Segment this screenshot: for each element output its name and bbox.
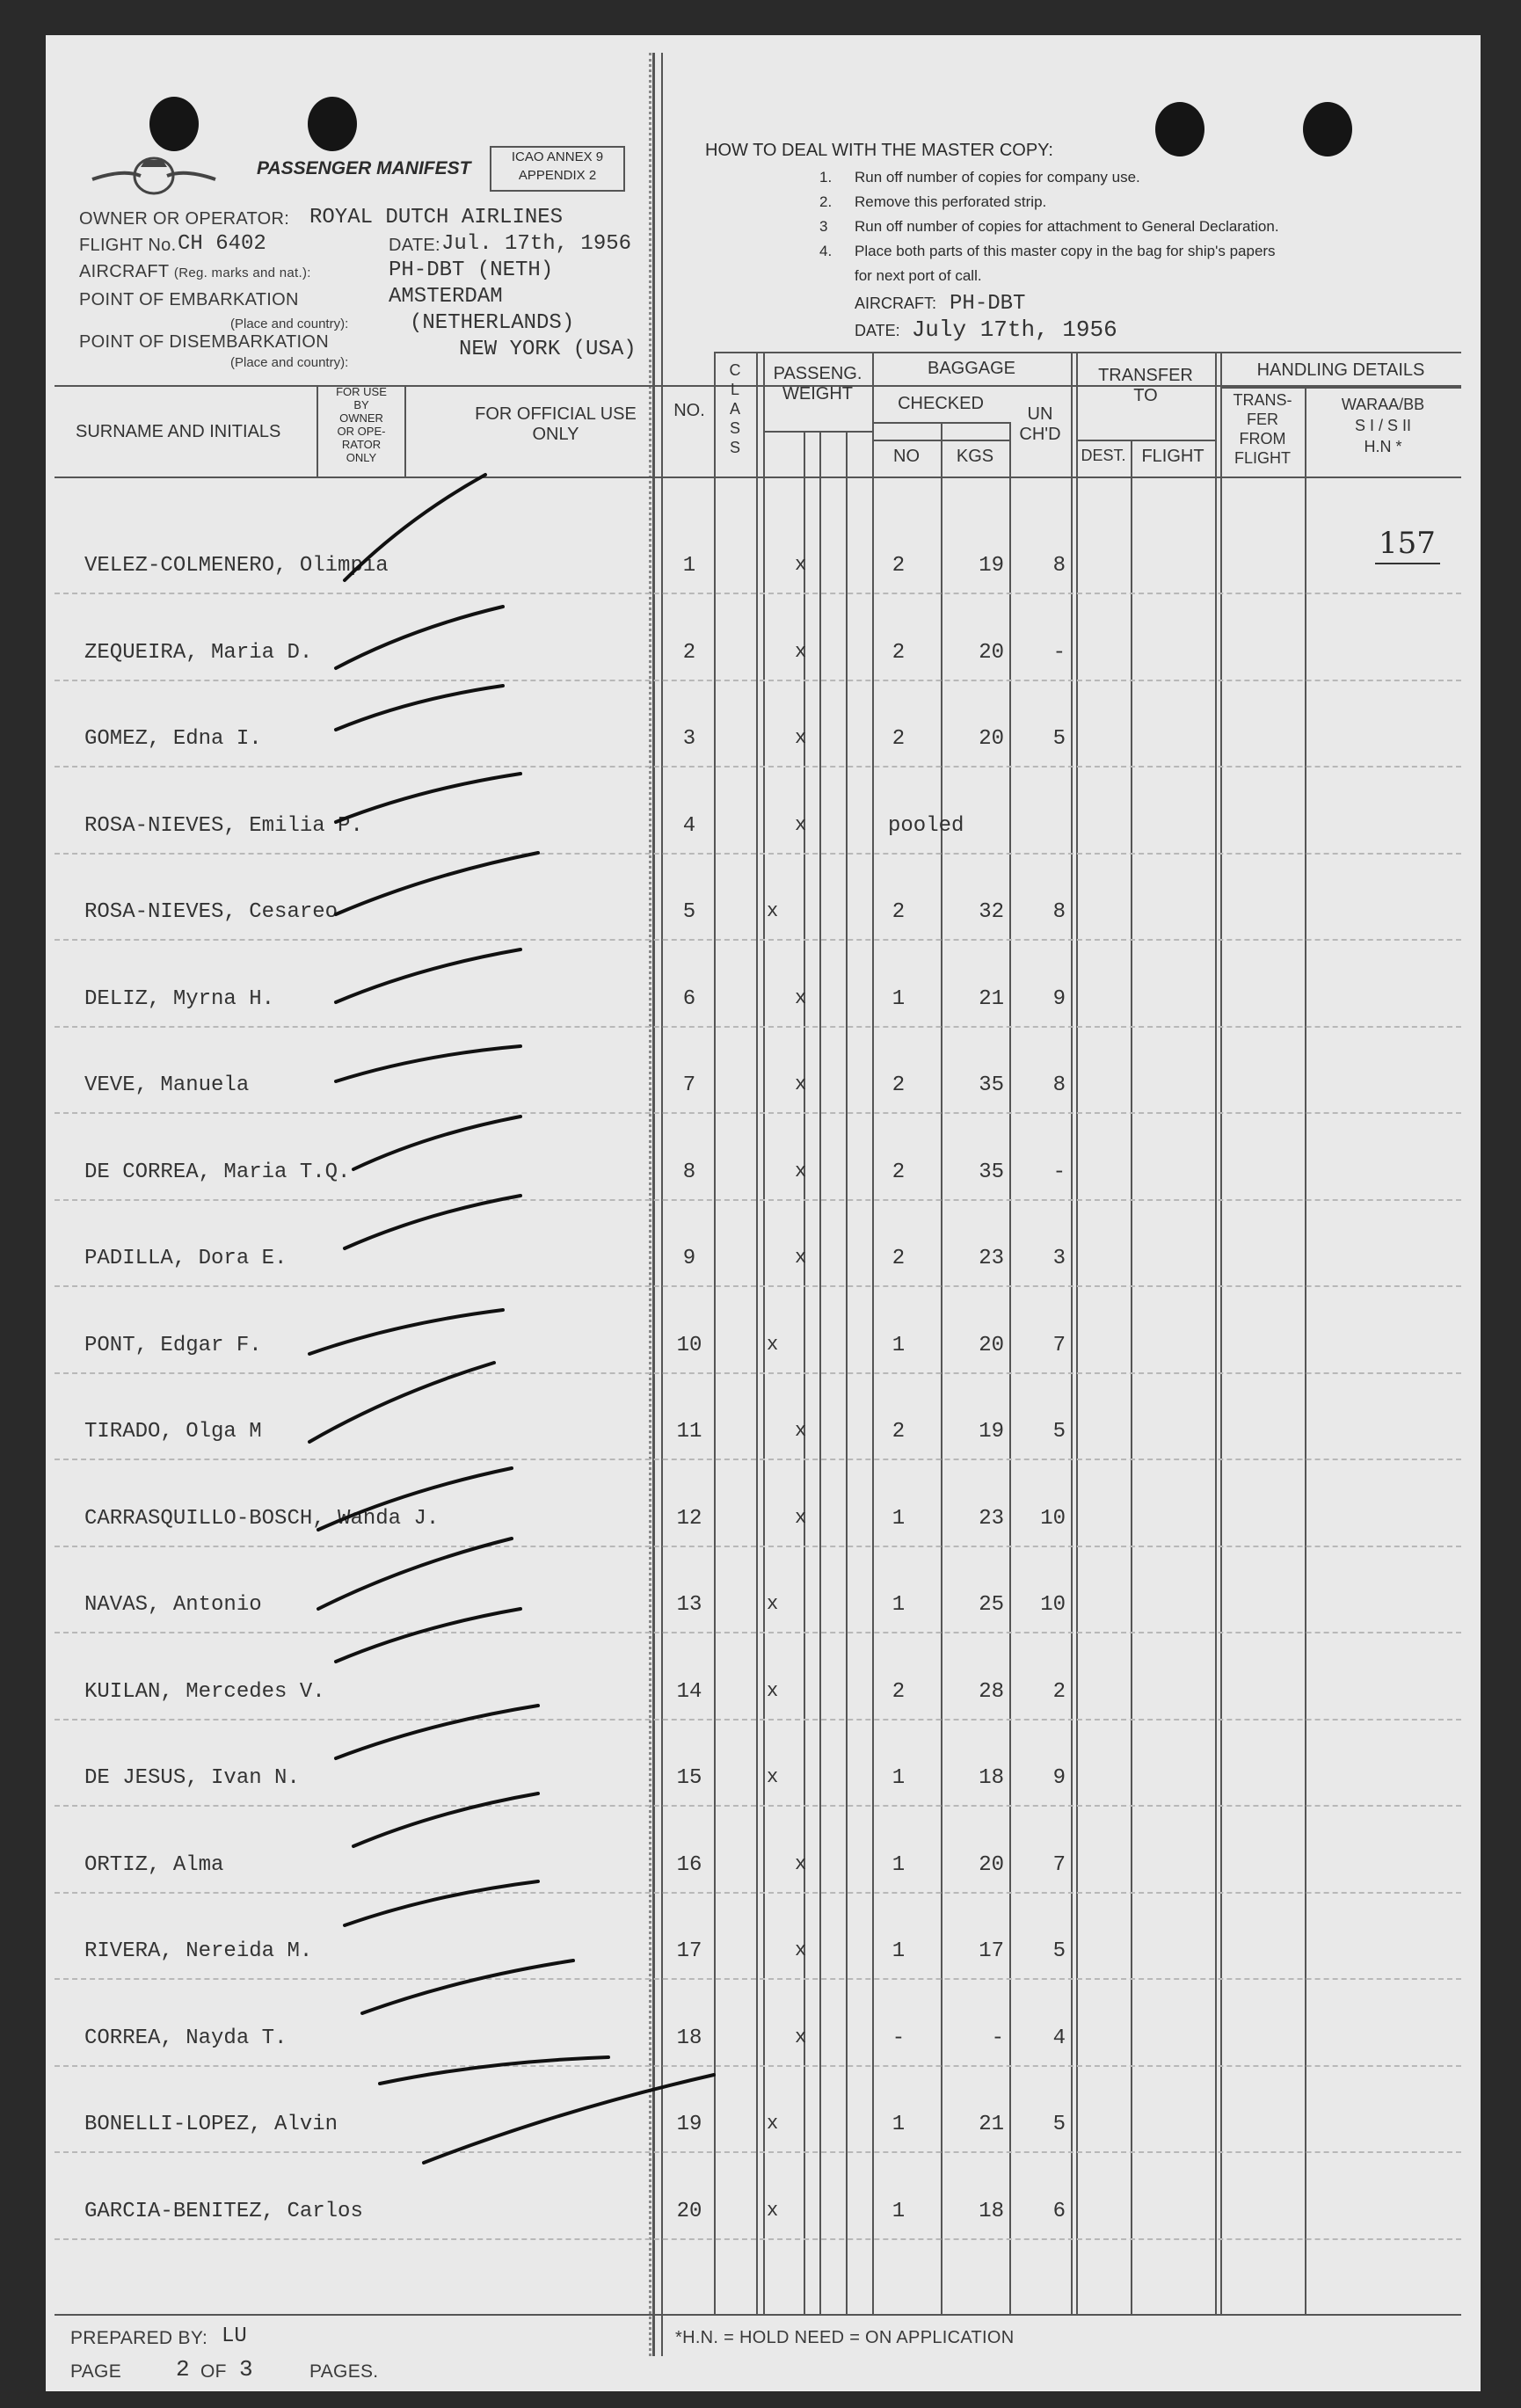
pen-check-mark (336, 853, 538, 914)
passenger-number: 19 (676, 2113, 702, 2136)
pen-check-mark (345, 1196, 520, 1248)
baggage-kgs: 25 (979, 1593, 1004, 1617)
col-class-header: C L A S S (729, 361, 741, 456)
baggage-count: - (891, 2026, 906, 2050)
baggage-unchecked: 3 (1052, 1247, 1066, 1270)
instruction-item: 4. Place both parts of this master copy in the bag for ship's papers (819, 243, 1276, 259)
instructions-title: HOW TO DEAL WITH THE MASTER COPY: (705, 141, 1053, 160)
instruction-item: 2. Remove this perforated strip. (819, 193, 1047, 210)
passenger-name: CORREA, Nayda T. (84, 2026, 287, 2050)
col-surname-header: SURNAME AND INITIALS (76, 422, 281, 441)
baggage-count: 1 (891, 1593, 906, 1617)
date-value: Jul. 17th, 1956 (441, 232, 632, 256)
baggage-kgs: 23 (979, 1247, 1004, 1270)
passenger-class-mark: x (767, 1593, 779, 1615)
passenger-class-mark: x (795, 640, 807, 663)
col-kgs-header: KGS (956, 447, 994, 466)
passenger-number: 13 (676, 1593, 702, 1617)
instructions-aircraft-value: PH-DBT (950, 292, 1026, 316)
passenger-number: 14 (676, 1679, 702, 1704)
passenger-name: RIVERA, Nereida M. (84, 1939, 313, 1963)
passenger-number: 6 (682, 986, 696, 1011)
passenger-class-mark: x (767, 1679, 779, 1702)
baggage-kgs: - (991, 2026, 1004, 2050)
flight-label: FLIGHT No. (79, 236, 177, 255)
passenger-class-mark: x (767, 900, 779, 922)
passenger-class-mark: x (767, 2113, 779, 2135)
passenger-class-mark: x (767, 1333, 779, 1356)
pen-check-mark (345, 475, 485, 580)
passenger-class-mark: x (795, 1160, 807, 1182)
col-bag-no-header: NO (893, 447, 920, 466)
baggage-count: 1 (891, 986, 906, 1011)
footnote: *H.N. = HOLD NEED = ON APPLICATION (675, 2328, 1015, 2347)
col-handling-header: HANDLING DETAILS (1256, 360, 1425, 380)
passenger-name: PADILLA, Dora E. (84, 1247, 287, 1270)
passenger-number: 7 (682, 1073, 696, 1097)
pen-check-mark (353, 1117, 520, 1169)
passenger-class-mark: x (795, 1247, 807, 1269)
baggage-count: 2 (891, 1679, 906, 1704)
pen-check-mark (336, 1706, 538, 1758)
col-checked-header: CHECKED (898, 394, 984, 413)
date-label: DATE: (389, 236, 440, 255)
passenger-class-mark: x (795, 986, 807, 1009)
baggage-unchecked: 9 (1052, 1766, 1066, 1790)
instructions-date-label: DATE: (855, 322, 900, 339)
col-owner-use-header: FOR USE BY OWNER OR OPE- RATOR ONLY (336, 385, 387, 464)
place-country-label: (Place and country): (230, 316, 349, 331)
passenger-name: TIRADO, Olga M (84, 1420, 262, 1444)
pen-check-mark (318, 1468, 512, 1530)
col-transfer-header: TRANSFER TO (1098, 366, 1193, 405)
baggage-kgs: 20 (979, 1333, 1004, 1357)
baggage-count: 2 (891, 1247, 906, 1270)
passenger-number: 1 (682, 554, 696, 578)
baggage-unchecked: 4 (1052, 2026, 1066, 2050)
prepared-by-label: PREPARED BY: (70, 2328, 208, 2348)
baggage-unchecked: - (1052, 1160, 1066, 1184)
aircraft-label-text: AIRCRAFT (79, 262, 170, 281)
instructions-aircraft-label: AIRCRAFT: (855, 295, 937, 312)
pen-check-mark (336, 774, 520, 822)
col-waraa-header: WARAA/BB S I / S II H.N * (1341, 396, 1425, 455)
passenger-name: KUILAN, Mercedes V. (84, 1679, 325, 1704)
baggage-count: 2 (891, 1160, 906, 1184)
baggage-unchecked: 10 (1040, 1506, 1066, 1531)
pen-check-mark (309, 1363, 494, 1442)
passenger-number: 20 (676, 2199, 702, 2223)
baggage-count: 2 (891, 640, 906, 665)
baggage-unchecked: 7 (1052, 1333, 1066, 1357)
passenger-class-mark: x (795, 1852, 807, 1875)
baggage-unchecked: 6 (1052, 2199, 1066, 2223)
passenger-name: GARCIA-BENITEZ, Carlos (84, 2199, 363, 2223)
baggage-count: 1 (891, 1333, 906, 1357)
baggage-unchecked: 5 (1052, 727, 1066, 751)
baggage-unchecked: 2 (1052, 1679, 1066, 1704)
baggage-count: 1 (891, 1506, 906, 1531)
passenger-class-mark: x (795, 1939, 807, 1961)
baggage-unchecked: - (1052, 640, 1066, 665)
baggage-kgs: 21 (979, 2113, 1004, 2136)
baggage-kgs: 18 (979, 2199, 1004, 2223)
embarkation-value: AMSTERDAM (389, 285, 503, 309)
passenger-name: VELEZ-COLMENERO, Olimpia (84, 554, 389, 578)
baggage-count: 2 (891, 900, 906, 924)
passenger-name: ROSA-NIEVES, Cesareo (84, 900, 338, 924)
passenger-name: ROSA-NIEVES, Emilia P. (84, 813, 363, 838)
page-value: 2 (176, 2356, 190, 2383)
manifest-title: PASSENGER MANIFEST (257, 158, 471, 178)
flight-value: CH 6402 (178, 232, 266, 256)
col-baggage-header: BAGGAGE (927, 359, 1016, 378)
passenger-number: 11 (676, 1420, 702, 1444)
passenger-number: 15 (676, 1766, 702, 1790)
baggage-unchecked: 5 (1052, 1939, 1066, 1963)
baggage-unchecked: 8 (1052, 1073, 1066, 1097)
instruction-item: 3 Run off number of copies for attachment to General Declaration. (819, 218, 1279, 235)
baggage-kgs: 35 (979, 1073, 1004, 1097)
baggage-unchecked: 5 (1052, 2113, 1066, 2136)
embarkation-country: (NETHERLANDS) (410, 311, 575, 335)
aircraft-value: PH-DBT (NETH) (389, 258, 554, 282)
passenger-class-mark: x (795, 2026, 807, 2048)
passenger-number: 12 (676, 1506, 702, 1531)
owner-label: OWNER OR OPERATOR: (79, 209, 290, 229)
pen-check-mark (424, 2075, 714, 2163)
passenger-number: 16 (676, 1852, 702, 1877)
instructions-date-value: July 17th, 1956 (911, 316, 1117, 343)
baggage-kgs: 20 (979, 640, 1004, 665)
aircraft-sub-label: (Reg. marks and nat.): (173, 266, 311, 280)
passenger-name: ORTIZ, Alma (84, 1852, 224, 1877)
passenger-number: 17 (676, 1939, 702, 1963)
baggage-unchecked: 8 (1052, 900, 1066, 924)
baggage-count: 2 (891, 1073, 906, 1097)
pen-check-mark (309, 1310, 503, 1354)
pen-check-mark (380, 2057, 608, 2084)
baggage-count: 1 (891, 1766, 906, 1790)
baggage-kgs: 19 (979, 554, 1004, 578)
passenger-class-mark: x (795, 813, 807, 836)
passenger-name: NAVAS, Antonio (84, 1593, 262, 1617)
passenger-name: DE CORREA, Maria T.Q. (84, 1160, 351, 1184)
baggage-pooled: pooled (888, 813, 964, 838)
passenger-number: 5 (682, 900, 696, 924)
baggage-count: 1 (891, 1939, 906, 1963)
baggage-count: 2 (891, 554, 906, 578)
baggage-kgs: 23 (979, 1506, 1004, 1531)
passenger-number: 8 (682, 1160, 696, 1184)
passenger-class-mark: x (795, 727, 807, 749)
place-country-label: (Place and country): (230, 355, 349, 370)
passenger-class-mark: x (795, 1506, 807, 1529)
baggage-kgs: 32 (979, 900, 1004, 924)
baggage-count: 2 (891, 1420, 906, 1444)
pen-check-mark (336, 686, 503, 730)
pen-check-mark (336, 1046, 520, 1081)
manifest-sheet (46, 35, 1481, 2391)
passenger-name: PONT, Edgar F. (84, 1333, 262, 1357)
baggage-unchecked: 9 (1052, 986, 1066, 1011)
passenger-name: DELIZ, Myrna H. (84, 986, 275, 1011)
pen-check-mark (353, 1793, 538, 1846)
col-no-header: NO. (673, 401, 705, 420)
instruction-item: for next port of call. (855, 267, 982, 284)
baggage-count: 1 (891, 2199, 906, 2223)
baggage-count: 1 (891, 2113, 906, 2136)
baggage-kgs: 17 (979, 1939, 1004, 1963)
col-unchd-header: UN CH'D (1019, 404, 1061, 444)
handwritten-number: 157 (1379, 526, 1436, 561)
passenger-class-mark: x (795, 1073, 807, 1095)
baggage-count: 1 (891, 1852, 906, 1877)
passenger-number: 10 (676, 1333, 702, 1357)
pen-check-mark (336, 949, 520, 1002)
pages-label: PAGES. (309, 2361, 379, 2382)
passenger-number: 18 (676, 2026, 702, 2050)
baggage-unchecked: 10 (1040, 1593, 1066, 1617)
baggage-count: 2 (891, 727, 906, 751)
passenger-name: ZEQUEIRA, Maria D. (84, 640, 313, 665)
pen-check-mark (345, 1881, 538, 1925)
icao-line: APPENDIX 2 (518, 168, 597, 183)
passenger-class-mark: x (795, 1420, 807, 1442)
baggage-unchecked: 8 (1052, 554, 1066, 578)
col-transfer-from-header: TRANS- FER FROM FLIGHT (1233, 391, 1292, 467)
passenger-class-mark: x (767, 1766, 779, 1788)
of-value: 3 (239, 2356, 253, 2383)
baggage-unchecked: 5 (1052, 1420, 1066, 1444)
passenger-name: CARRASQUILLO-BOSCH, Wanda J. (84, 1506, 440, 1531)
baggage-kgs: 20 (979, 727, 1004, 751)
passenger-number: 2 (682, 640, 696, 665)
icao-line: ICAO ANNEX 9 (511, 149, 604, 164)
passenger-name: VEVE, Manuela (84, 1073, 250, 1097)
baggage-kgs: 18 (979, 1766, 1004, 1790)
pen-check-mark (318, 1539, 512, 1609)
passenger-name: GOMEZ, Edna I. (84, 727, 262, 751)
passenger-class-mark: x (767, 2199, 779, 2222)
pen-check-mark (362, 1961, 573, 2013)
instruction-item: 1. Run off number of copies for company use. (819, 169, 1140, 186)
pen-check-mark (336, 1609, 520, 1662)
passenger-number: 3 (682, 727, 696, 751)
baggage-kgs: 35 (979, 1160, 1004, 1184)
baggage-kgs: 19 (979, 1420, 1004, 1444)
owner-value: ROYAL DUTCH AIRLINES (309, 206, 564, 229)
passenger-class-mark: x (795, 554, 807, 576)
page-label: PAGE (70, 2361, 121, 2382)
baggage-kgs: 20 (979, 1852, 1004, 1877)
disembarkation-value: NEW YORK (USA) (459, 338, 637, 361)
baggage-kgs: 21 (979, 986, 1004, 1011)
pen-check-mark (336, 607, 503, 668)
passenger-number: 9 (682, 1247, 696, 1270)
passenger-name: DE JESUS, Ivan N. (84, 1766, 300, 1790)
baggage-kgs: 28 (979, 1679, 1004, 1704)
passenger-number: 4 (682, 813, 696, 838)
check-marks-overlay (46, 35, 1481, 2391)
of-label: OF (200, 2361, 227, 2382)
col-dest-header: DEST. (1081, 447, 1126, 464)
embarkation-label: POINT OF EMBARKATION (79, 290, 299, 309)
col-passeng-weight-header: PASSENG. WEIGHT (773, 364, 862, 404)
disembarkation-label: POINT OF DISEMBARKATION (79, 332, 329, 352)
baggage-unchecked: 7 (1052, 1852, 1066, 1877)
col-official-header: FOR OFFICIAL USE ONLY (475, 404, 637, 444)
passenger-name: BONELLI-LOPEZ, Alvin (84, 2113, 338, 2136)
prepared-by-value: LU (222, 2324, 247, 2348)
col-flight-header: FLIGHT (1141, 447, 1204, 466)
